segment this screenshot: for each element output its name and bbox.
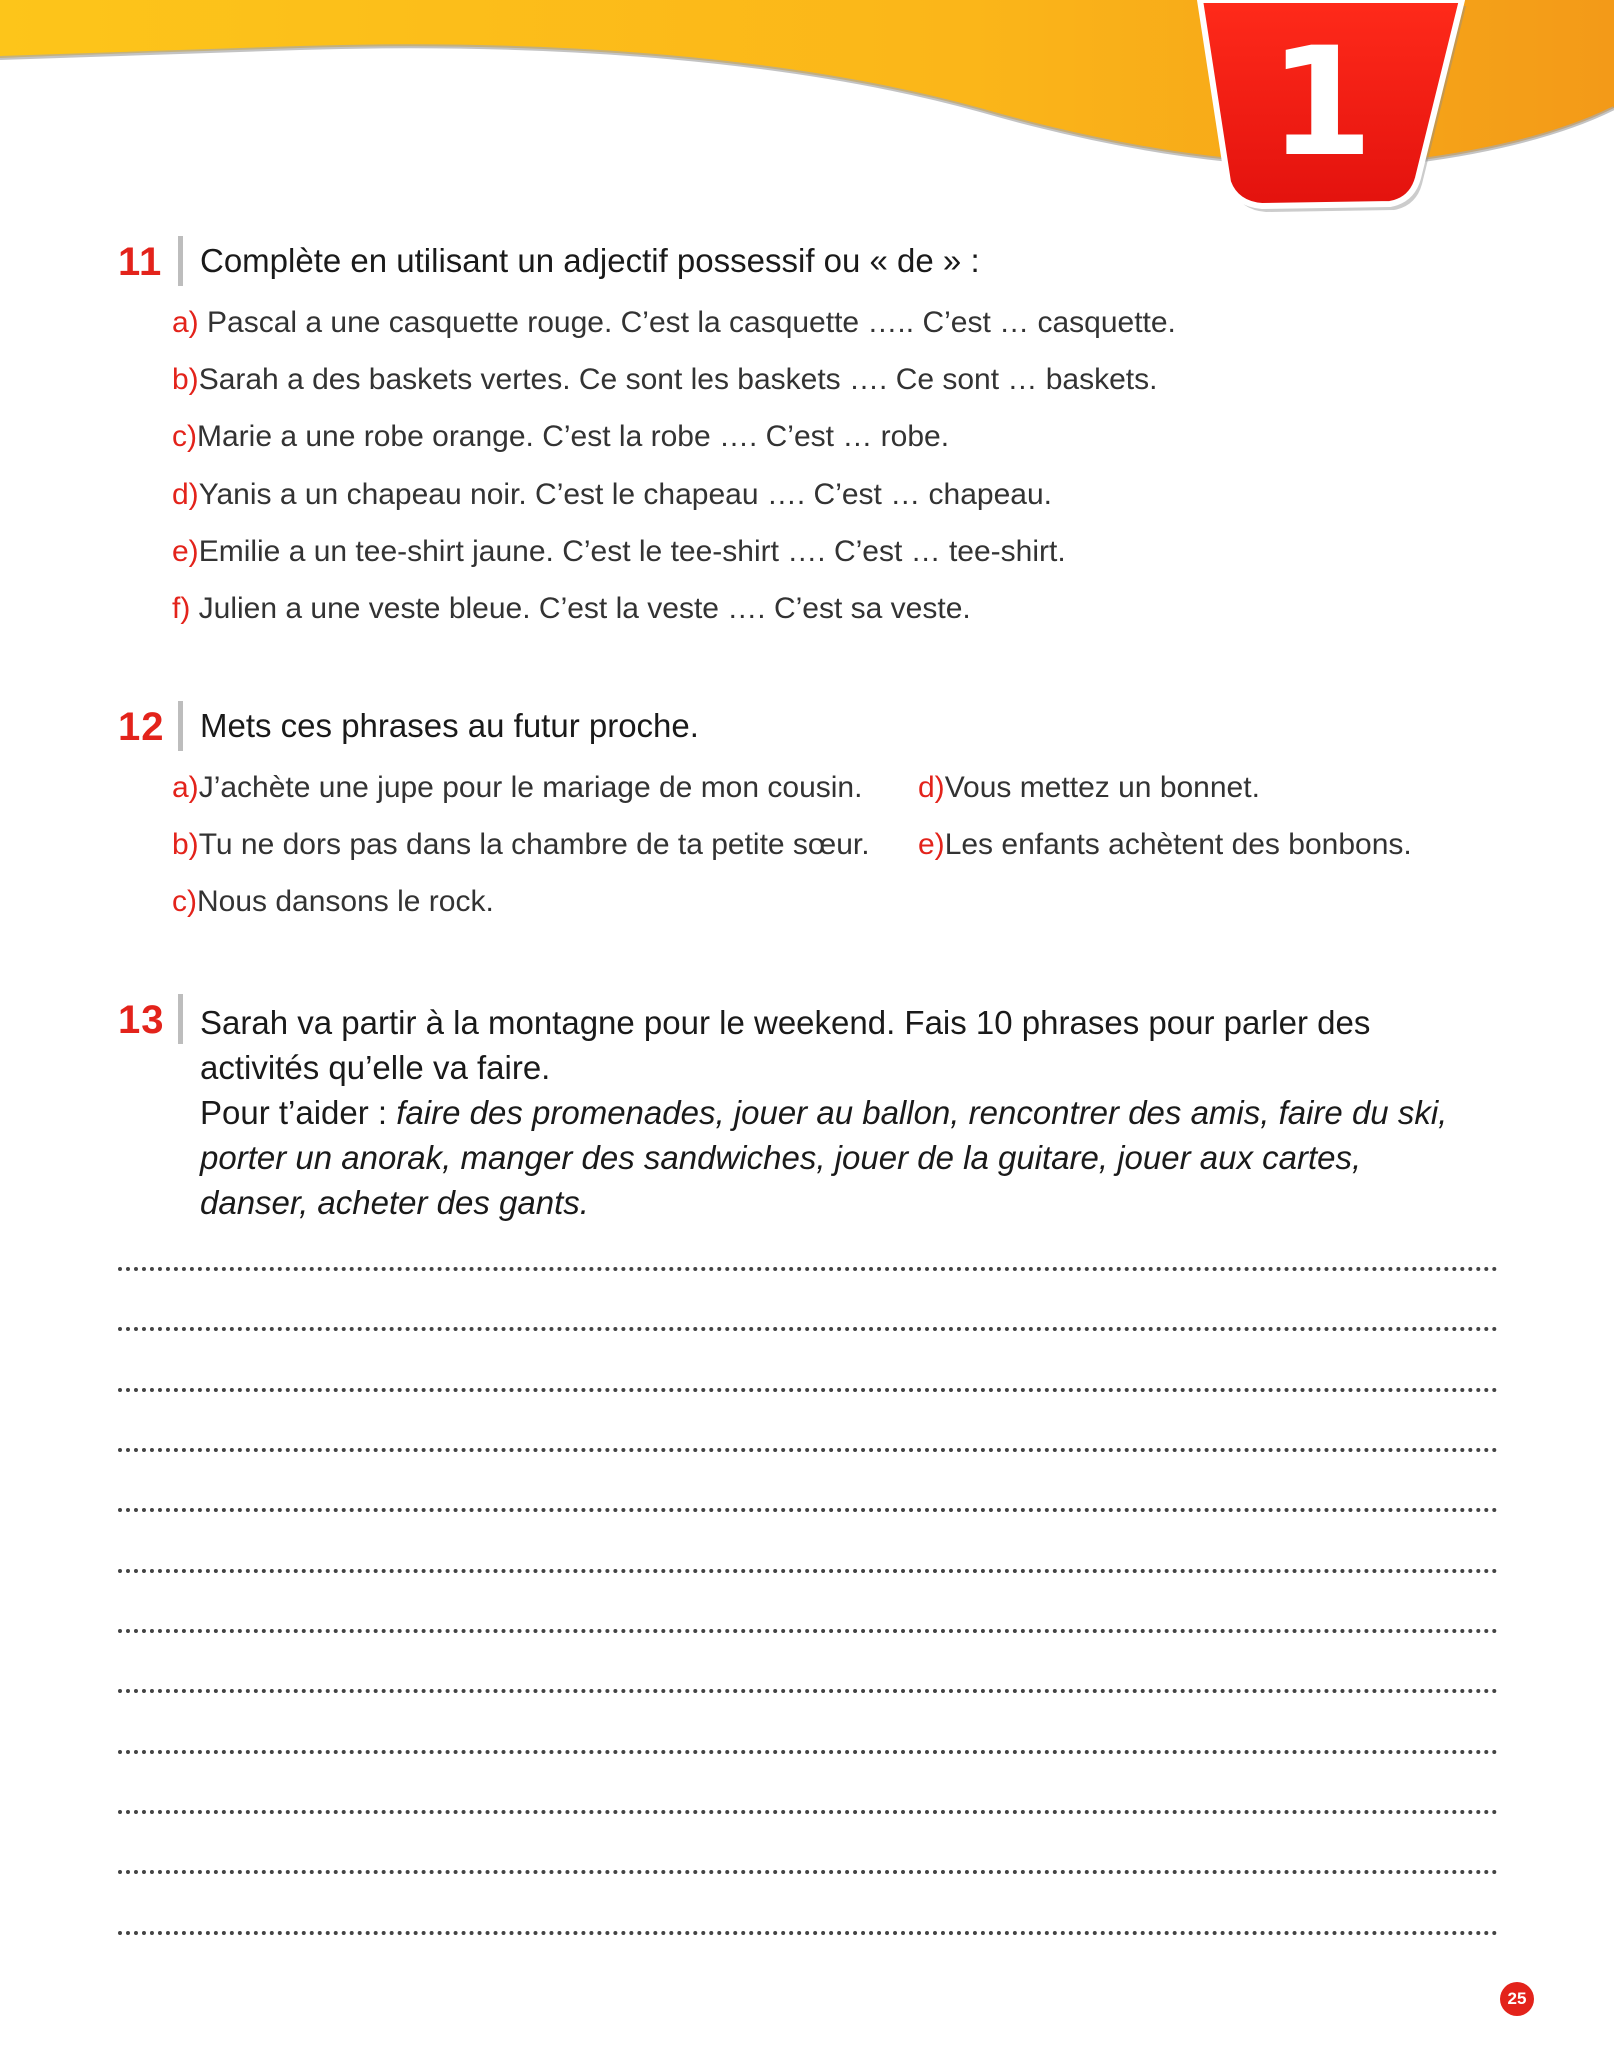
answer-line[interactable] (118, 1810, 1498, 1814)
list-item (172, 363, 1157, 397)
answer-line[interactable] (118, 1327, 1498, 1331)
answer-line[interactable] (118, 1870, 1498, 1874)
item-text: Yanis a un chapeau noir. C’est le chapeau …. C’est … chapeau. (198, 478, 1052, 511)
item-label: d) (172, 478, 199, 511)
chapter-number: 1 (1268, 16, 1374, 190)
item-text: Julien a une veste bleue. C’est la veste …. C’est sa veste. (190, 592, 971, 625)
exercise-number: 13 (118, 998, 165, 1042)
exercise-divider (178, 236, 183, 286)
answer-line[interactable] (118, 1629, 1498, 1633)
list-item (918, 828, 1412, 862)
answer-line[interactable] (118, 1569, 1498, 1573)
list-item (918, 771, 1260, 805)
exercise-divider (178, 701, 183, 751)
answer-line[interactable] (118, 1508, 1498, 1512)
item-text: Les enfants achètent des bonbons. (944, 828, 1412, 861)
list-item (172, 478, 1052, 512)
prompt-text: Sarah va partir à la montagne pour le weekend. Fais 10 phrases pour parler des activités qu’elle va faire. (200, 1004, 1371, 1086)
exercise-divider (178, 994, 183, 1044)
exercise-prompt (200, 1000, 1470, 1225)
help-list: faire des promenades, jouer au ballon, rencontrer des amis, faire du ski, porter un anorak, manger des sandwiches, jouer de la guitare, jouer aux cartes, danser, acheter des gants. (200, 1094, 1448, 1221)
item-label: b) (172, 828, 199, 861)
item-text: Tu ne dors pas dans la chambre de ta petite sœur. (198, 828, 870, 861)
item-label: b) (172, 363, 199, 396)
list-item (172, 420, 949, 454)
answer-line[interactable] (118, 1267, 1498, 1271)
help-label: Pour t’aider : (200, 1094, 397, 1131)
item-label: f) (172, 592, 191, 625)
item-text: Sarah a des baskets vertes. Ce sont les baskets …. Ce sont … baskets. (198, 363, 1158, 396)
exercise-title: Mets ces phrases au futur proche. (200, 707, 699, 744)
help-line (200, 1090, 1470, 1225)
list-item (172, 828, 870, 862)
item-label: e) (918, 828, 945, 861)
list-item (172, 535, 1066, 569)
exercise-number: 11 (118, 240, 163, 284)
answer-line[interactable] (118, 1448, 1498, 1452)
item-label: a) (172, 771, 199, 804)
item-label: d) (918, 771, 945, 804)
list-item (172, 592, 971, 626)
item-text: Pascal a une casquette rouge. C’est la casquette ….. C’est … casquette. (198, 306, 1176, 339)
item-text: J’achète une jupe pour le mariage de mon cousin. (198, 771, 863, 804)
exercise-number: 12 (118, 705, 165, 749)
answer-line[interactable] (118, 1750, 1498, 1754)
list-item (172, 306, 1176, 340)
answer-line[interactable] (118, 1388, 1498, 1392)
list-item (172, 771, 862, 805)
answer-line[interactable] (118, 1931, 1498, 1935)
item-text: Nous dansons le rock. (197, 885, 494, 918)
item-label: c) (172, 420, 197, 453)
answer-line[interactable] (118, 1689, 1498, 1693)
item-label: e) (172, 535, 199, 568)
item-label: a) (172, 306, 199, 339)
item-text: Emilie a un tee-shirt jaune. C’est le tee-shirt …. C’est … tee-shirt. (198, 535, 1066, 568)
item-text: Marie a une robe orange. C’est la robe …. C’est … robe. (197, 420, 950, 453)
list-item (172, 885, 494, 919)
item-text: Vous mettez un bonnet. (944, 771, 1260, 804)
item-label: c) (172, 885, 197, 918)
exercise-title: Complète en utilisant un adjectif possessif ou « de » : (200, 242, 980, 279)
page-number: 25 (1500, 1982, 1534, 2016)
